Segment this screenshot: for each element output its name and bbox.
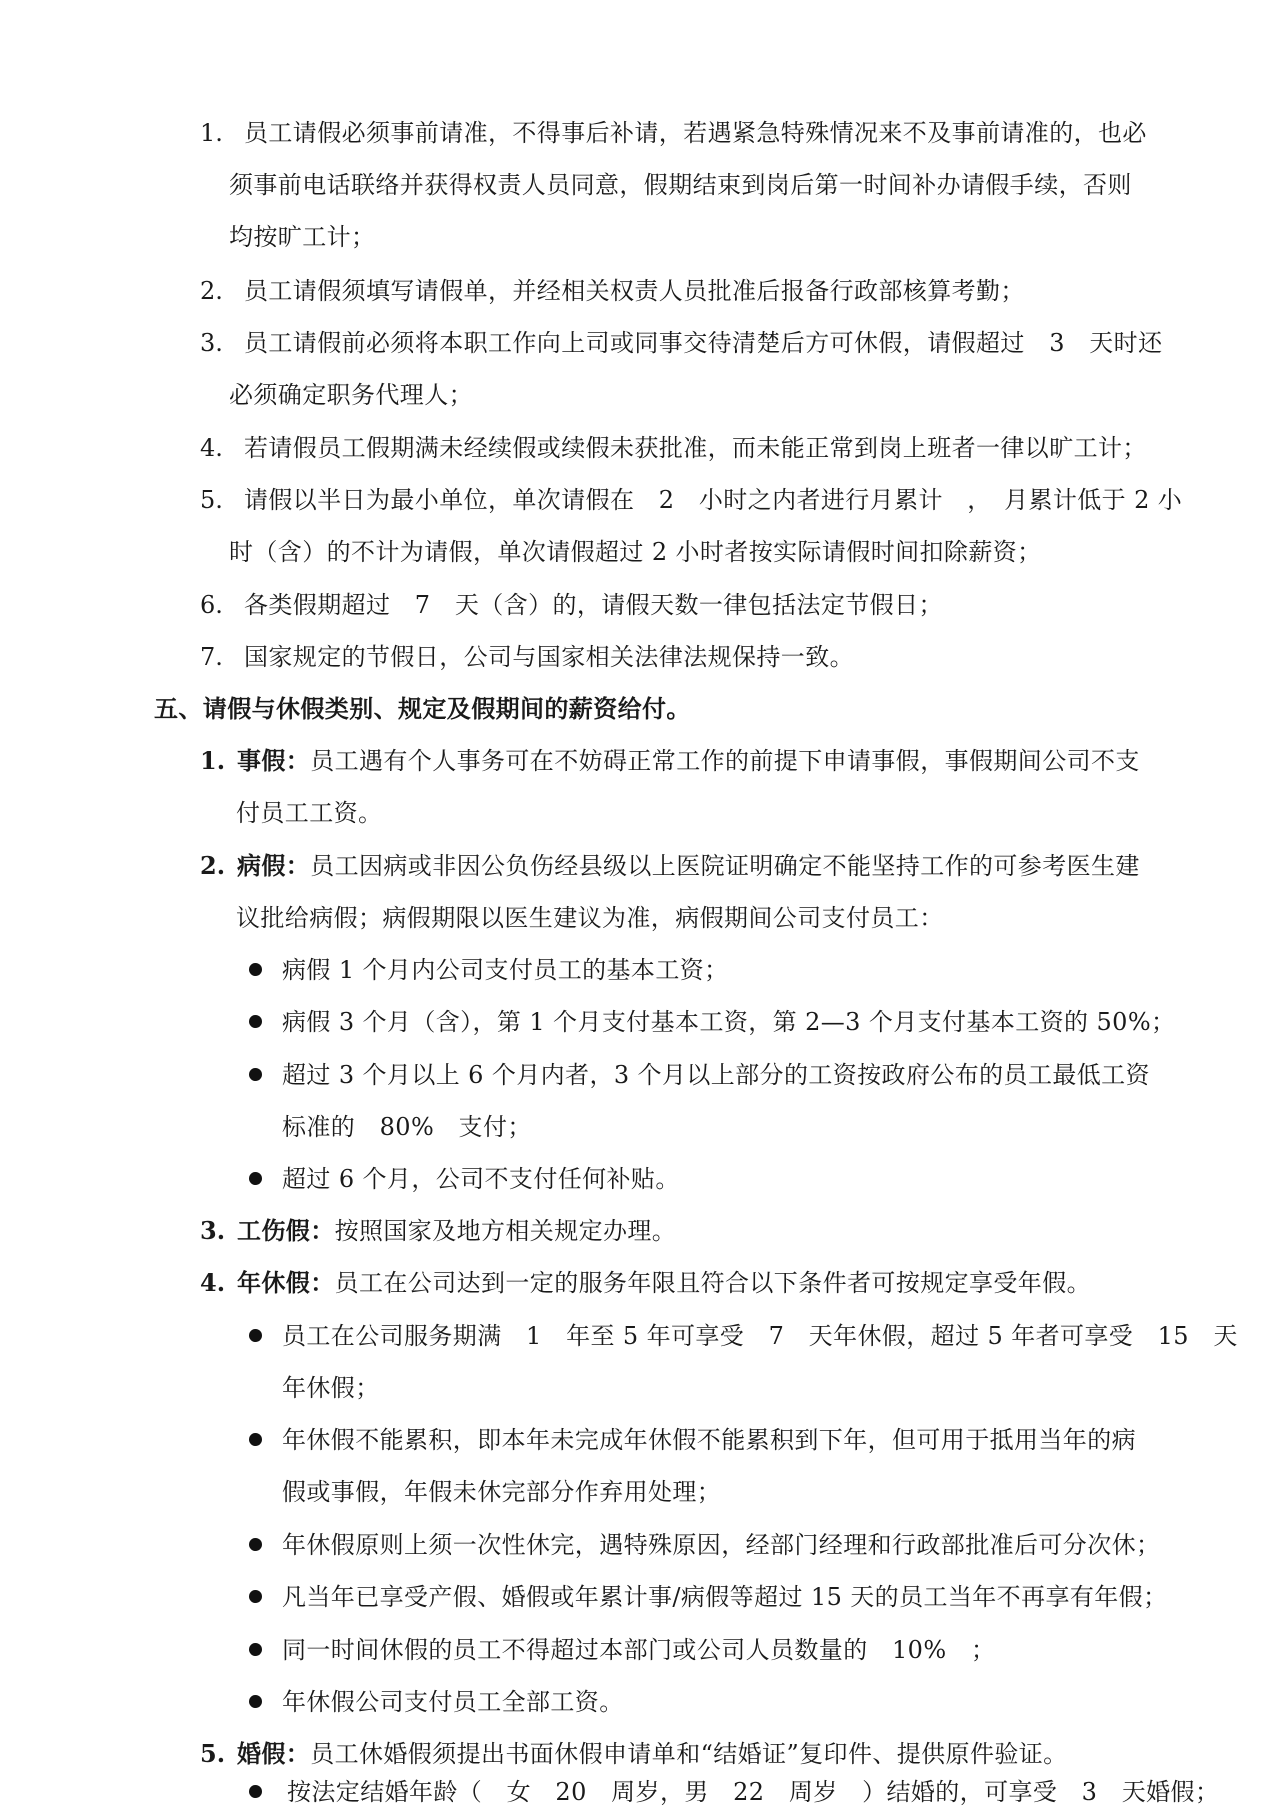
bullet-icon <box>249 1785 262 1798</box>
bullet-line: 假或事假，年假未休完部分作弃用处理； <box>282 1478 722 1506</box>
list-item-line: 国家规定的节假日，公司与国家相关法律法规保持一致。 <box>244 643 854 671</box>
bullet-line: 年休假原则上须一次性休完，遇特殊原因，经部门经理和行政部批准后可分次休； <box>282 1531 1161 1559</box>
list-item-line: 工伤假：按照国家及地方相关规定办理。 <box>237 1216 677 1245</box>
term-label: 病假： <box>237 851 311 880</box>
bullet-line: 凡当年已享受产假、婚假或年累计事/病假等超过 15 天的员工当年不再享有年假； <box>282 1583 1168 1611</box>
item-number: 5. <box>200 1739 226 1768</box>
list-item-line: 各类假期超过 7 天（含）的，请假天数一律包括法定节假日； <box>244 591 943 619</box>
bullet-icon <box>249 1068 262 1081</box>
bullet-line: 标准的 80% 支付； <box>282 1113 532 1141</box>
item-number: 4. <box>200 1268 226 1297</box>
bullet-line: 员工在公司服务期满 1 年至 5 年可享受 7 天年休假，超过 5 年者可享受 15 天 <box>282 1322 1238 1350</box>
bullet-line: 病假 1 个月内公司支付员工的基本工资； <box>282 956 729 984</box>
list-item-line: 付员工工资。 <box>236 799 383 827</box>
bullet-icon <box>249 1538 262 1551</box>
list-item-line: 员工请假前必须将本职工作向上司或同事交待清楚后方可休假，请假超过 3 天时还 <box>244 329 1163 357</box>
item-number: 4. <box>200 434 223 462</box>
bullet-line: 超过 3 个月以上 6 个月内者，3 个月以上部分的工资按政府公布的员工最低工资 <box>282 1061 1150 1089</box>
bullet-icon <box>249 1172 262 1185</box>
term-label: 婚假： <box>237 1739 311 1768</box>
list-item-line: 事假：员工遇有个人事务可在不妨碍正常工作的前提下申请事假，事假期间公司不支 <box>237 746 1140 775</box>
bullet-line: 年休假不能累积，即本年未完成年休假不能累积到下年，但可用于抵用当年的病 <box>282 1426 1136 1454</box>
bullet-icon <box>249 963 262 976</box>
list-item-line: 均按旷工计； <box>229 223 376 251</box>
item-number: 5. <box>200 486 223 514</box>
list-item-line: 婚假：员工休婚假须提出书面休假申请单和“结婚证”复印件、提供原件验证。 <box>237 1739 1068 1768</box>
item-number: 7. <box>200 643 223 671</box>
section-heading: 五、请假与休假类别、规定及假期间的薪资给付。 <box>154 694 691 723</box>
term-label: 事假： <box>237 746 311 775</box>
list-item-line: 必须确定职务代理人； <box>229 381 473 409</box>
list-item-line: 若请假员工假期满未经续假或续假未获批准，而未能正常到岗上班者一律以旷工计； <box>244 434 1147 462</box>
list-item-line: 请假以半日为最小单位，单次请假在 2 小时之内者进行月累计 ， 月累计低于 2 小 <box>244 486 1183 514</box>
list-item-line: 病假：员工因病或非因公负伤经县级以上医院证明确定不能坚持工作的可参考医生建 <box>237 851 1140 880</box>
bullet-line: 按法定结婚年龄（ 女 20 周岁，男 22 周岁 ）结婚的，可享受 3 天婚假； <box>287 1778 1220 1806</box>
list-item-line: 议批给病假；病假期限以医生建议为准，病假期间公司支付员工： <box>236 904 944 932</box>
item-number: 6. <box>200 591 223 619</box>
bullet-icon <box>249 1590 262 1603</box>
bullet-line: 病假 3 个月（含），第 1 个月支付基本工资，第 2—3 个月支付基本工资的 50%； <box>282 1008 1176 1036</box>
item-number: 2. <box>200 851 226 880</box>
bullet-icon <box>249 1643 262 1656</box>
item-number: 1. <box>200 746 226 775</box>
bullet-icon <box>249 1329 262 1342</box>
term-label: 工伤假： <box>237 1216 335 1245</box>
list-item-line: 年休假：员工在公司达到一定的服务年限且符合以下条件者可按规定享受年假。 <box>237 1268 1092 1297</box>
list-item-line: 时（含）的不计为请假，单次请假超过 2 小时者按实际请假时间扣除薪资； <box>229 538 1042 566</box>
item-number: 3. <box>200 329 223 357</box>
bullet-line: 年休假公司支付员工全部工资。 <box>282 1688 624 1716</box>
list-item-line: 员工请假必须事前请准，不得事后补请，若遇紧急特殊情况来不及事前请准的，也必 <box>244 119 1147 147</box>
item-number: 1. <box>200 119 223 147</box>
item-number: 2. <box>200 277 223 305</box>
bullet-line: 同一时间休假的员工不得超过本部门或公司人员数量的 10% ； <box>282 1636 996 1664</box>
term-label: 年休假： <box>237 1268 335 1297</box>
bullet-icon <box>249 1015 262 1028</box>
bullet-icon <box>249 1433 262 1446</box>
bullet-icon <box>249 1695 262 1708</box>
item-number: 3. <box>200 1216 226 1245</box>
bullet-line: 年休假； <box>282 1374 380 1402</box>
list-item-line: 须事前电话联络并获得权责人员同意，假期结束到岗后第一时间补办请假手续，否则 <box>229 171 1132 199</box>
bullet-line: 超过 6 个月，公司不支付任何补贴。 <box>282 1165 680 1193</box>
list-item-line: 员工请假须填写请假单，并经相关权责人员批准后报备行政部核算考勤； <box>244 277 1025 305</box>
